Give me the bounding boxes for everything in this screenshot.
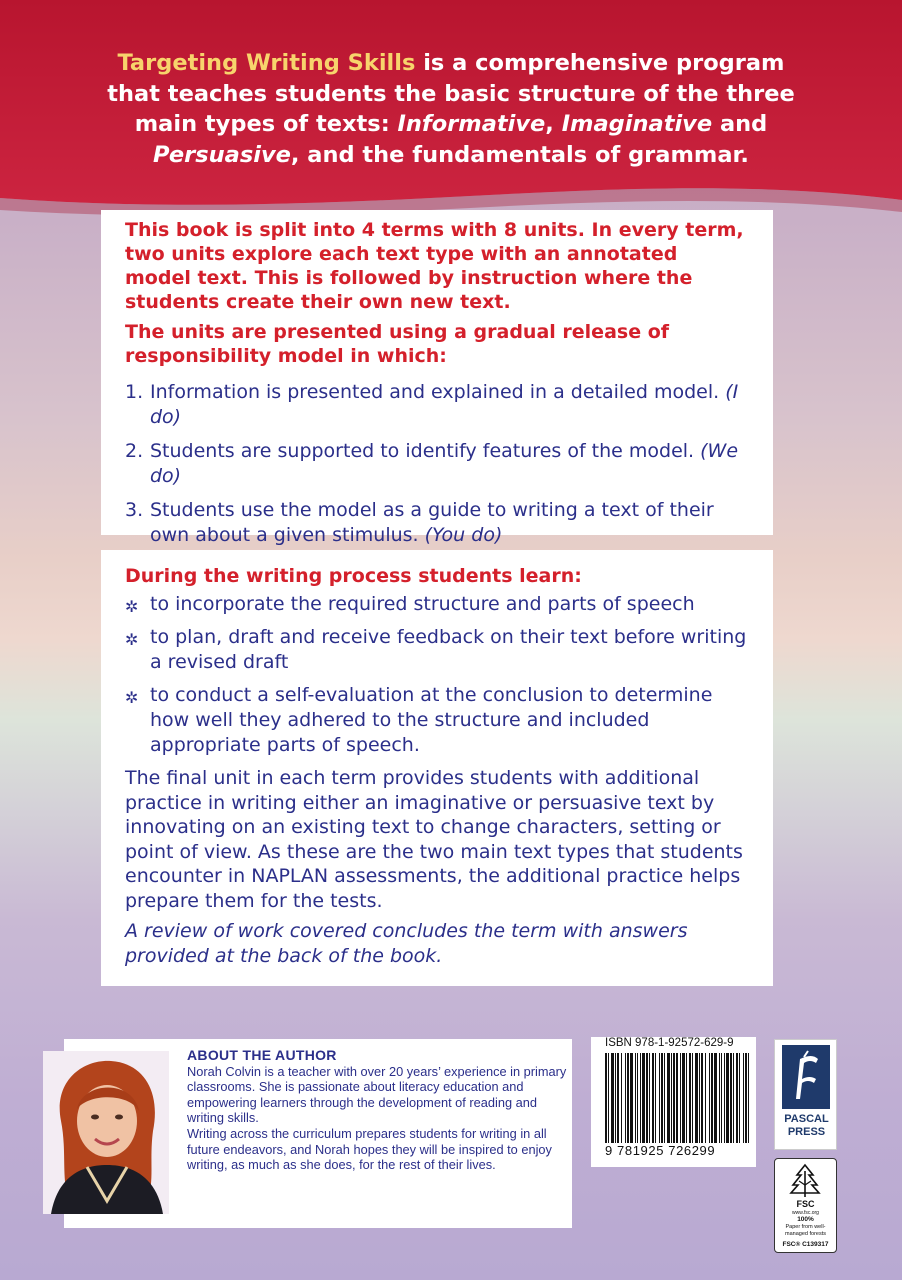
author-photo bbox=[43, 1051, 169, 1214]
isbn-label: ISBN 978-1-92572-629-9 bbox=[605, 1037, 734, 1049]
author-heading: ABOUT THE AUTHOR bbox=[187, 1047, 337, 1063]
pascal-press-logo-icon bbox=[782, 1045, 830, 1109]
author-card bbox=[64, 1039, 572, 1228]
structure-card bbox=[101, 210, 773, 546]
step-number: 1. bbox=[125, 381, 144, 403]
step-number: 2. bbox=[125, 440, 144, 462]
intro-sep-2: and bbox=[712, 111, 768, 137]
star-bullet-icon: ✲ bbox=[125, 630, 139, 649]
learning-text: to conduct a self-evaluation at the conclusion to determine how well they adhered to the structure and included appropriate parts of speech. bbox=[150, 684, 713, 756]
fsc-name: FSC bbox=[796, 1199, 815, 1209]
intro-text-2: , and the fundamentals of grammar. bbox=[290, 141, 749, 168]
learning-list bbox=[125, 592, 749, 758]
release-model-paragraph: The units are presented using a gradual release of responsibility model in which: bbox=[125, 321, 670, 367]
fsc-percent: 100% bbox=[797, 1216, 814, 1223]
fsc-code: FSC® C139317 bbox=[782, 1241, 829, 1248]
publisher-name-line-2: PRESS bbox=[787, 1126, 826, 1138]
step-text: Students use the model as a guide to writing a text of their own about a given stimulus. bbox=[150, 499, 714, 546]
author-bio bbox=[187, 1048, 567, 1173]
fsc-site: www.fsc.org bbox=[792, 1210, 819, 1216]
learning-text: to plan, draft and receive feedback on their text before writing a revised draft bbox=[150, 626, 747, 673]
fsc-tree-logo-icon bbox=[775, 1159, 836, 1199]
text-type-informative: Informative bbox=[397, 111, 546, 137]
learning-item bbox=[125, 683, 749, 758]
pascal-press-logo bbox=[774, 1039, 837, 1150]
intro-sep-1: , bbox=[545, 111, 562, 137]
review-paragraph: A review of work covered concludes the term with answers provided at the back of the book. bbox=[125, 920, 688, 967]
author-bio-paragraph-1: Norah Colvin is a teacher with over 20 years’ experience in primary classrooms. She is passionate about literacy education and empowering learners through the development of reading and writing skills. bbox=[187, 1063, 567, 1126]
brand-title: Targeting Writing Skills bbox=[117, 50, 416, 76]
text-type-imaginative: Imaginative bbox=[561, 111, 713, 137]
step-item bbox=[125, 439, 749, 488]
publisher-name-line-1: PASCAL bbox=[784, 1113, 829, 1125]
isbn-barcode bbox=[591, 1037, 756, 1167]
publisher-name bbox=[775, 1113, 838, 1139]
step-tag: (We do) bbox=[150, 440, 739, 487]
writing-process-heading: During the writing process students learn: bbox=[125, 565, 582, 587]
step-number: 3. bbox=[125, 499, 144, 521]
steps-list bbox=[125, 380, 749, 547]
step-tag: (You do) bbox=[424, 523, 503, 546]
fsc-badge bbox=[774, 1158, 837, 1253]
structure-paragraph: This book is split into 4 terms with 8 units. In every term, two units explore each text type with an annotated model text. This is followed by instruction where the students create their own new text. bbox=[125, 219, 744, 313]
final-unit-paragraph: The final unit in each term provides students with additional practice in writing either an imaginative or persuasive text by innovating on an existing text to change characters, setting or point of view. As these are the two main text types that students encounter in NAPLAN assessments, the additional practice helps prepare them for the tests. bbox=[125, 767, 743, 912]
star-bullet-icon: ✲ bbox=[125, 688, 139, 707]
author-bio-paragraph-2: Writing across the curriculum prepares students for writing in all future endeavors, and Norah hopes they will be inspired to enjoy writing, as much as she does, for the rest of their lives. bbox=[187, 1125, 552, 1173]
intro-text bbox=[100, 48, 802, 170]
learning-item bbox=[125, 592, 749, 617]
barcode-bars bbox=[605, 1053, 753, 1145]
writing-process-card bbox=[101, 550, 773, 986]
text-type-persuasive: Persuasive bbox=[153, 141, 291, 168]
learning-item bbox=[125, 625, 749, 675]
star-bullet-icon: ✲ bbox=[125, 597, 139, 616]
barcode-digits: 9 781925 726299 bbox=[605, 1143, 716, 1158]
step-text: Information is presented and explained in a detailed model. bbox=[150, 381, 726, 403]
step-item bbox=[125, 498, 749, 547]
step-tag: (I do) bbox=[150, 381, 739, 428]
learning-text: to incorporate the required structure and parts of speech bbox=[150, 593, 695, 615]
step-text: Students are supported to identify features of the model. bbox=[150, 440, 701, 462]
fsc-description: Paper from well-managed forests bbox=[785, 1224, 826, 1237]
intro-text-1: is a comprehensive program that teaches students the basic structure of the three main types of texts: bbox=[107, 50, 795, 137]
step-item bbox=[125, 380, 749, 429]
